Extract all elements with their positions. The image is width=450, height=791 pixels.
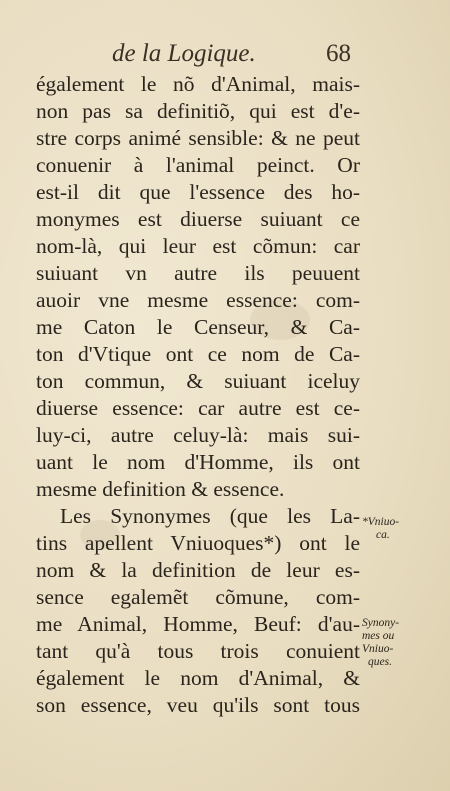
text-line: auoir vne mesme essence: com- (36, 288, 360, 312)
marginal-note-line: ques. (368, 656, 392, 668)
text-line: Les Synonymes (que les La- (60, 504, 360, 528)
text-line: luy-ci, autre celuy-là: mais sui- (36, 423, 360, 447)
running-head: de la Logique. (112, 40, 256, 67)
text-line: conuenir à l'animal peinct. Or (36, 153, 360, 177)
marginal-note-line: Synony- (362, 617, 400, 629)
marginal-note-line: Vniuo- (362, 643, 394, 655)
text-line: tins apellent Vniuoques*) ont le (36, 531, 360, 555)
text-line: monymes est diuerse suiuant ce (36, 207, 360, 231)
text-line: tant qu'à tous trois conuient (36, 639, 360, 663)
marginal-note-vniuoca (362, 516, 420, 542)
text-line: me Caton le Censeur, & Ca- (36, 315, 360, 339)
page-header (0, 40, 450, 70)
text-line: son essence, veu qu'ils sont tous (36, 693, 360, 717)
text-line: mesme definition & essence. (36, 477, 285, 501)
text-line: non pas sa definitiõ, qui est d'e- (36, 99, 360, 123)
marginal-note-line: ca. (376, 529, 390, 541)
marginal-note-line: mes ou (362, 630, 395, 642)
text-line: également le nõ d'Animal, mais- (36, 72, 360, 96)
marginal-note-synonymes (362, 617, 420, 669)
text-line: est-il dit que l'essence des ho- (36, 180, 360, 204)
text-line: ton commun, & suiuant iceluy (36, 369, 360, 393)
text-line: sence egalemẽt cõmune, com- (36, 585, 360, 609)
body-text (36, 71, 360, 719)
text-line: ton d'Vtique ont ce nom de Ca- (36, 342, 360, 366)
text-line: diuerse essence: car autre est ce- (36, 396, 360, 420)
text-line: également le nom d'Animal, & (36, 666, 360, 690)
marginal-note-line: *Vniuo- (362, 516, 400, 528)
text-line: nom & la definition de leur es- (36, 558, 360, 582)
text-line: nom-là, qui leur est cõmun: car (36, 234, 360, 258)
text-line: suiuant vn autre ils peuuent (36, 261, 360, 285)
page-number: 68 (326, 40, 351, 67)
text-line: me Animal, Homme, Beuf: d'au- (36, 612, 360, 636)
text-line: uant le nom d'Homme, ils ont (36, 450, 360, 474)
text-line: stre corps animé sensible: & ne peut (36, 126, 360, 150)
